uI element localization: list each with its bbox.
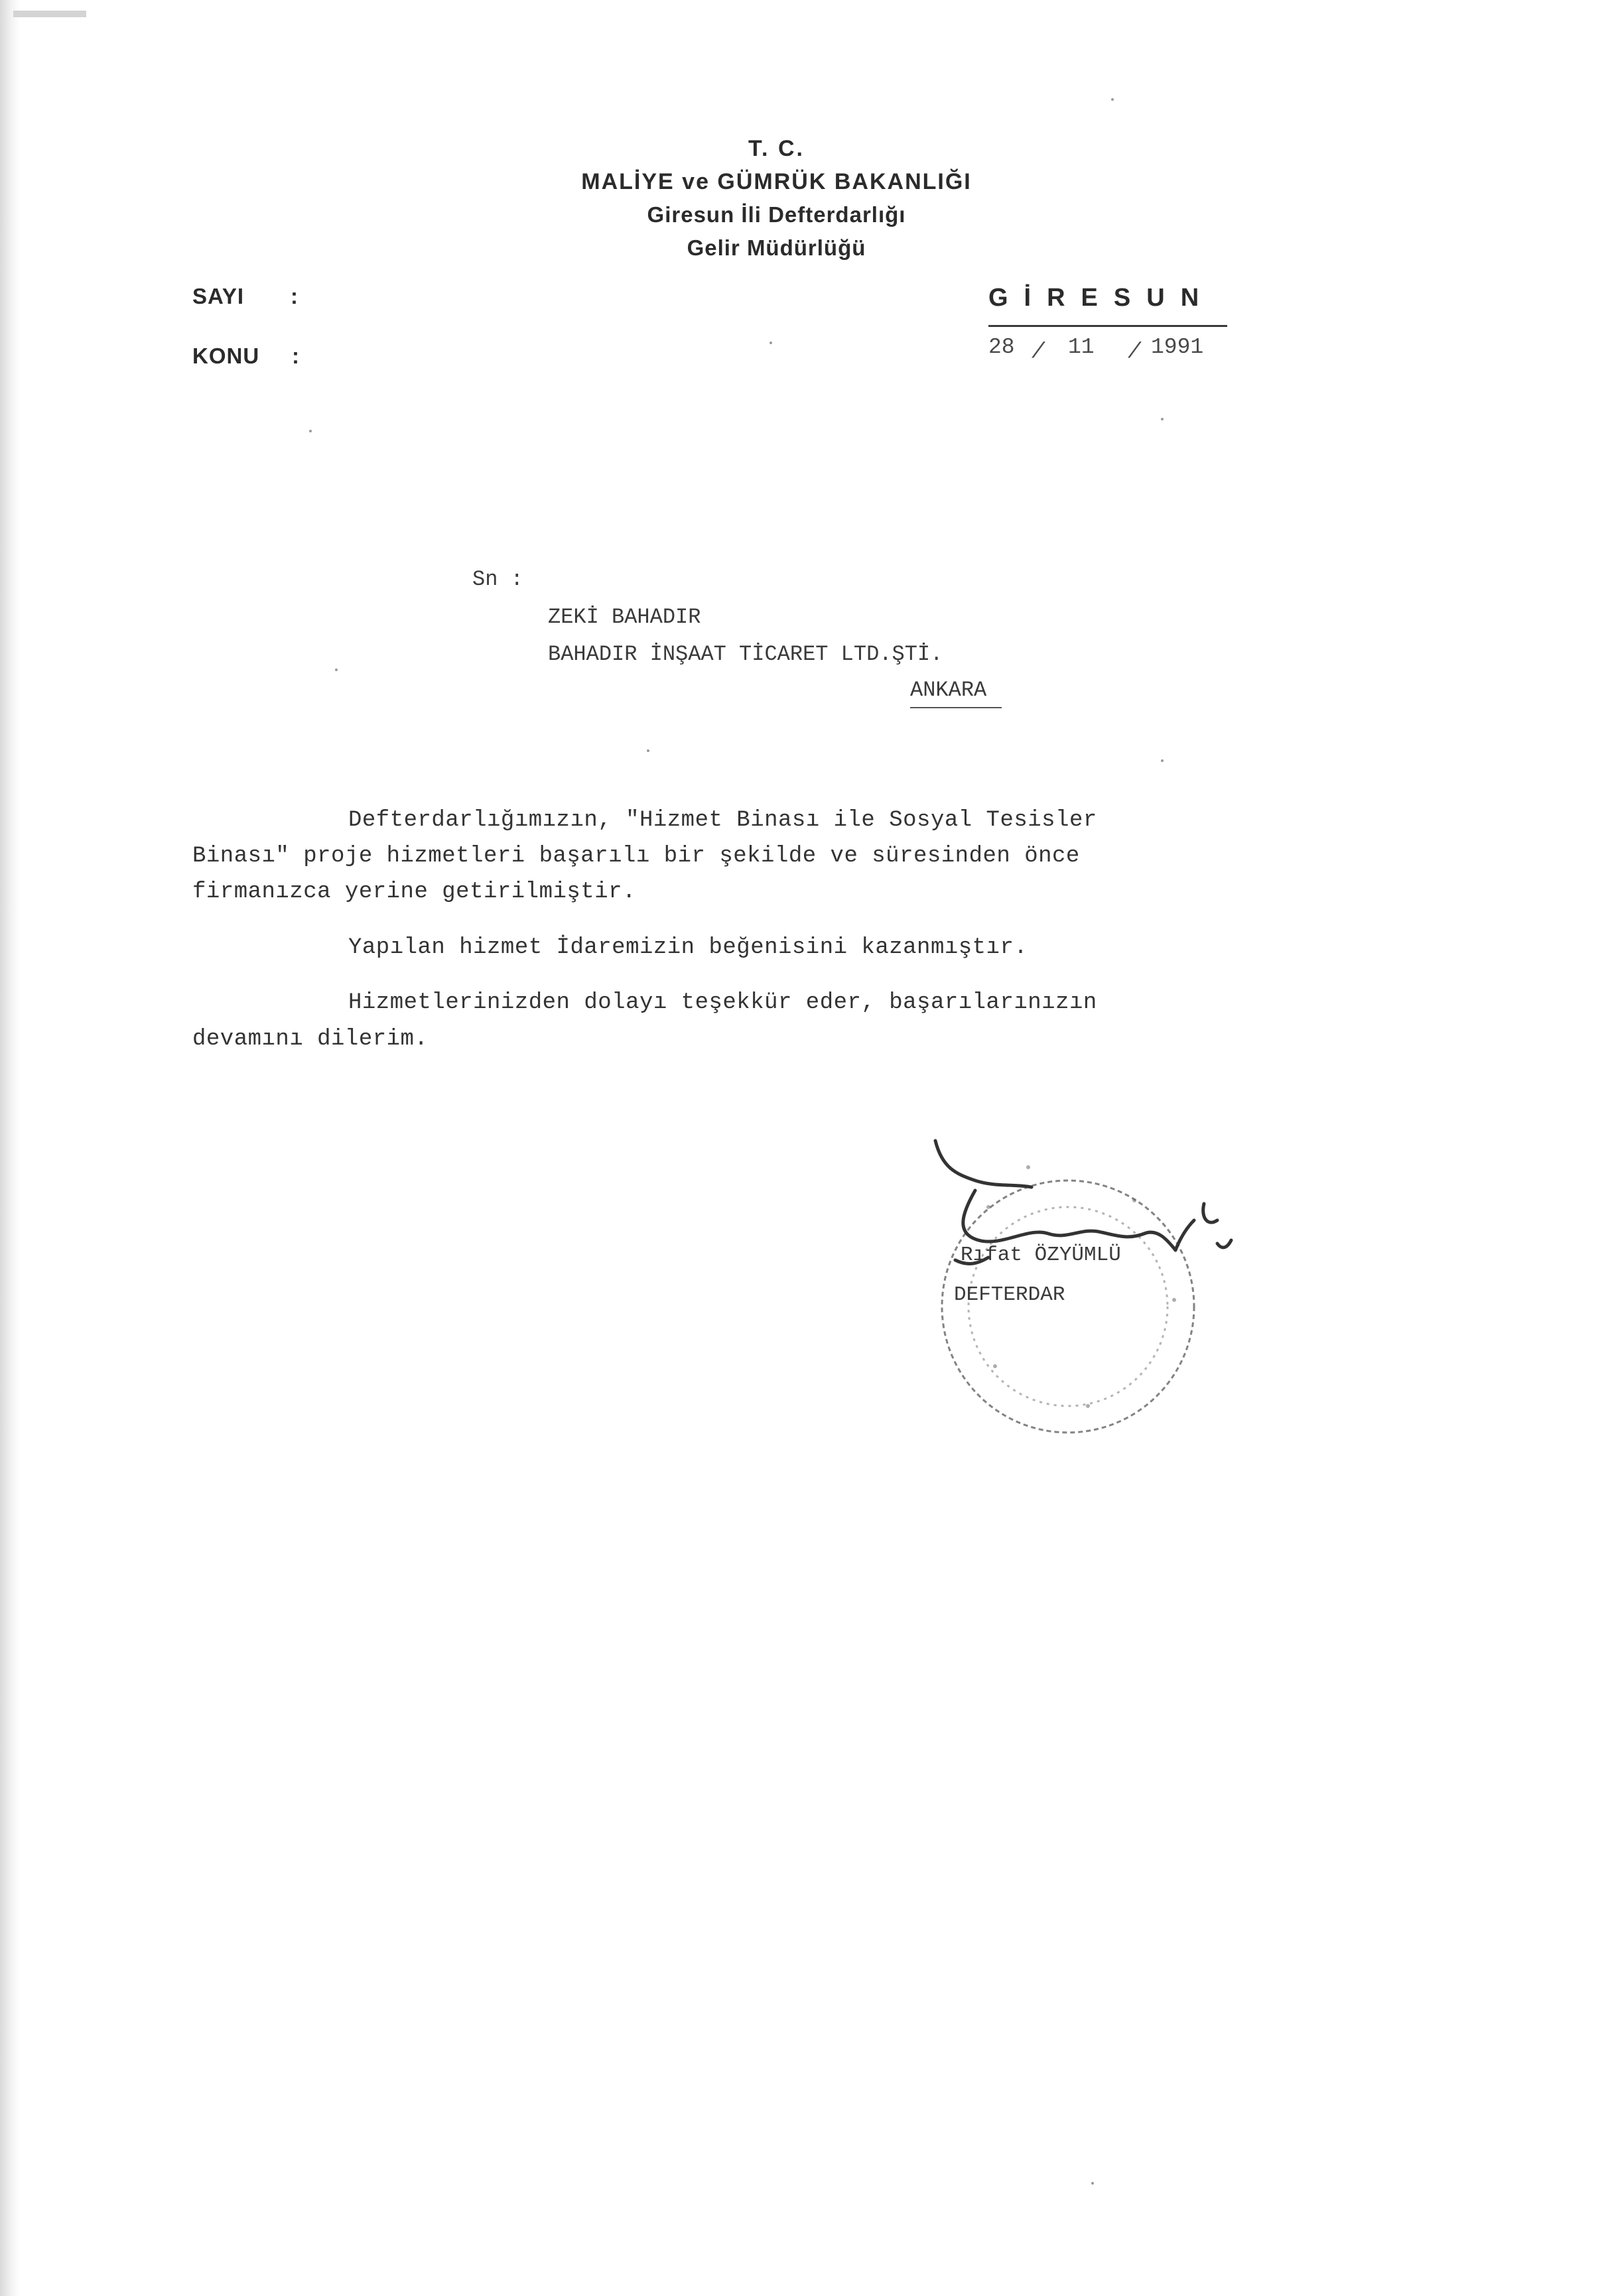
signer-title: DEFTERDAR [954,1283,1065,1307]
date-day: 28 [988,335,1015,359]
sayi-label: SAYI [192,284,244,308]
letterhead-ministry: MALİYE ve GÜMRÜK BAKANLIĞI [581,169,972,194]
letterhead-state: T. C. [748,136,805,161]
salutation: Sn : [472,567,523,592]
scan-speck [335,669,338,671]
letter-city: GİRESUN [988,284,1215,312]
signer-name: Rıfat ÖZYÜMLÜ [961,1244,1121,1267]
scan-speck [770,342,772,344]
date-separator: / [1128,340,1141,364]
scanned-page-edge [0,0,20,2296]
recipient-city-underline [910,707,1002,708]
scan-speck [1161,418,1164,420]
date-year: 1991 [1151,335,1204,359]
scan-speck [1091,2182,1094,2185]
konu-label: KONU [192,344,260,368]
body-paragraph-2-line-1: Yapılan hizmet İdaremizin beğenisini kazanmıştır. [348,935,1028,960]
konu-colon: : [292,344,299,368]
scan-speck [1161,759,1164,762]
body-paragraph-1-line-2: Binası" proje hizmetleri başarılı bir şekilde ve süresinden önce [192,844,1080,869]
city-underline [988,325,1227,327]
letterhead-department: Gelir Müdürlüğü [687,235,866,260]
scan-speck [1111,98,1114,101]
body-paragraph-3-line-2: devamını dilerim. [192,1027,429,1052]
body-paragraph-1-line-1: Defterdarlığımızın, "Hizmet Binası ile Sosyal Tesisler [348,808,1097,833]
scanned-page-corner [13,11,86,17]
body-paragraph-1-line-3: firmanızca yerine getirilmiştir. [192,879,636,905]
letterhead-office: Giresun İli Defterdarlığı [647,202,906,227]
recipient-name: ZEKİ BAHADIR [548,605,701,629]
scan-speck [309,430,312,432]
recipient-company: BAHADIR İNŞAAT TİCARET LTD.ŞTİ. [548,642,943,667]
date-month: 11 [1068,335,1095,359]
date-separator: / [1032,340,1045,364]
recipient-city: ANKARA [910,678,987,702]
body-paragraph-3-line-1: Hizmetlerinizden dolayı teşekkür eder, başarılarınızın [348,990,1097,1015]
sayi-colon: : [291,284,298,308]
scan-speck [647,749,649,752]
